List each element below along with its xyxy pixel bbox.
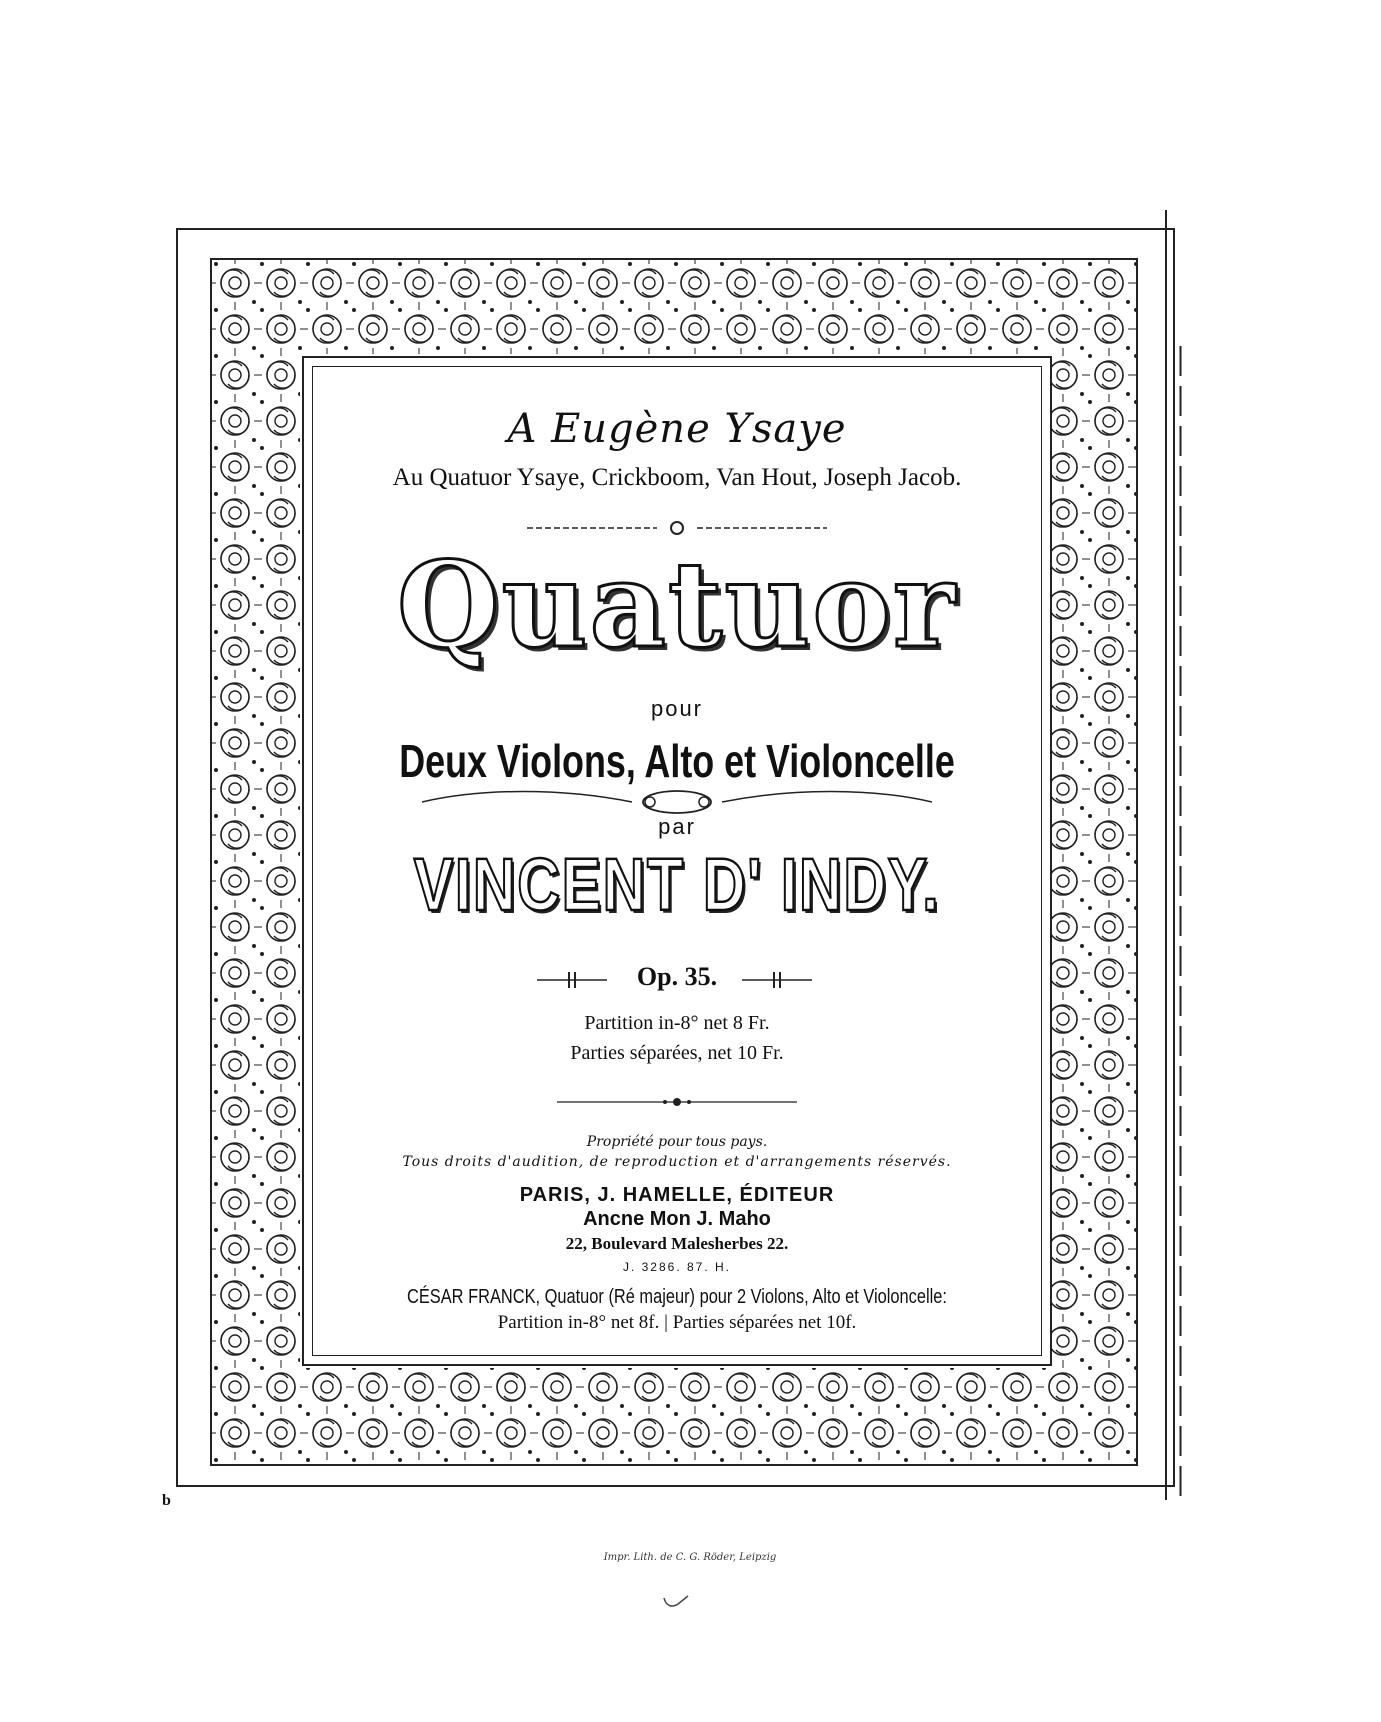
dedication: A Eugène Ysaye: [507, 406, 847, 452]
publisher: PARIS, J. HAMELLE, ÉDITEUR: [519, 1184, 835, 1206]
publisher-former: Ancne Mon J. Maho: [583, 1208, 771, 1230]
price-score: Partition in-8° net 8 Fr.: [584, 1012, 770, 1034]
instrumentation: Deux Violons, Alto et Violoncelle: [399, 735, 955, 787]
plate-number: J. 3286. 87. H.: [622, 1260, 732, 1274]
right-edge-rule: [1179, 346, 1182, 1498]
opus-flourish-right: [742, 970, 812, 990]
par-label: par: [658, 814, 696, 839]
opus-number: Op. 35.: [636, 962, 718, 991]
advert-line-2: Partition in-8° net 8f. | Parties séparées net 10f.: [497, 1312, 857, 1333]
work-title: Quatuor: [396, 535, 958, 674]
advert-line-1: CÉSAR FRANCK, Quatuor (Ré majeur) pour 2 Violons, Alto et Violoncelle:: [407, 1286, 947, 1308]
copyright-line-1: Propriété pour tous pays.: [586, 1134, 768, 1150]
dedicatees: Au Quatuor Ysaye, Crickboom, Van Hout, Joseph Jacob.: [392, 464, 962, 491]
title-content: [312, 366, 1042, 1356]
pour-label: pour: [650, 696, 704, 721]
printer-credit: Impr. Lith. de C. G. Röder, Leipzig: [603, 1552, 777, 1563]
corner-mark: b: [162, 1492, 171, 1509]
bottom-check-mark: [658, 1592, 698, 1612]
publisher-address: 22, Boulevard Malesherbes 22.: [565, 1234, 789, 1253]
composer-name: VINCENT D' INDY.: [413, 843, 941, 926]
price-parts: Parties séparées, net 10 Fr.: [570, 1042, 784, 1064]
copyright-line-2: Tous droits d'audition, de reproduction et d'arrangements réservés.: [402, 1154, 952, 1170]
outer-frame-rule: [1165, 210, 1167, 1500]
divider-scroll: [422, 784, 932, 818]
divider-rule: [557, 1096, 797, 1108]
